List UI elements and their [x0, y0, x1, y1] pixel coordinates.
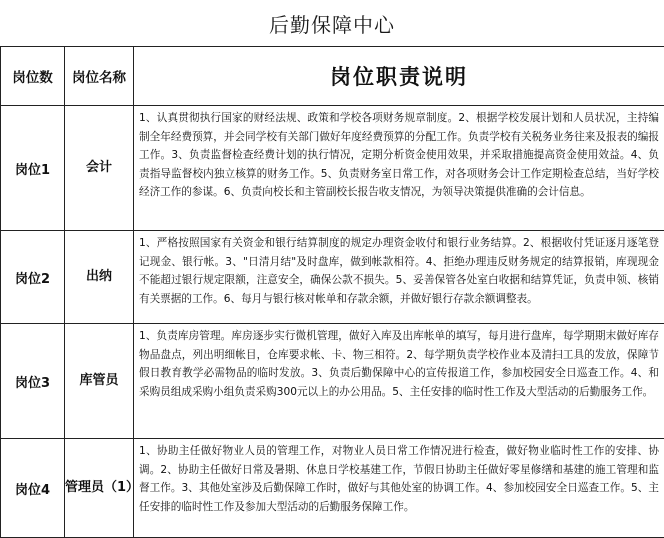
header-post-duties: 岗位职责说明 — [134, 47, 664, 106]
post-name-cell: 出纳 — [65, 231, 134, 324]
page-title: 后勤保障中心 — [0, 0, 664, 46]
post-number-cell: 岗位1 — [1, 106, 65, 231]
post-duties-cell: 1、认真贯彻执行国家的财经法规、政策和学校各项财务规章制度。2、根据学校发展计划和人员状况，主持编制全年经费预算，并会同学校有关部门做好年度经费预算的分配工作。负责学校有关税务业务往来及报表的编报工作。3、负责监督检查经费计划的执行情况，定期分析资金使用效果，并采取措施提高资金使用效益。4、负责指导监督校内独立核算的财务工作。5、负责财务室日常工作，对各项财务会计工作定期检查总结，当好学校经济工作的参谋。6、负责向校长和主管副校长报告收支情况，为领导决策提供准确的会计信息。 — [134, 106, 664, 231]
post-name-cell: 管理员（1） — [65, 439, 134, 538]
table-row — [1, 231, 664, 324]
header-post-name: 岗位名称 — [65, 47, 134, 106]
duty-table — [0, 46, 664, 538]
header-post-number: 岗位数 — [1, 47, 65, 106]
post-name-cell: 库管员 — [65, 324, 134, 439]
table-header-row — [1, 47, 664, 106]
table-row — [1, 439, 664, 538]
post-number-cell: 岗位3 — [1, 324, 65, 439]
post-number-cell: 岗位4 — [1, 439, 65, 538]
post-duties-cell: 1、协助主任做好物业人员的管理工作，对物业人员日常工作情况进行检查，做好物业临时性工作的安排、协调。2、协助主任做好日常及暑期、休息日学校基建工作，节假日协助主任做好零星修缮和基建的施工管理和监督工作。3、其他处室涉及后勤保障工作时，做好与其他处室的协调工作。4、参加校园安全日巡查工作。5、主任安排的临时性工作及参加大型活动的后勤服务保障工作。 — [134, 439, 664, 538]
post-number-cell: 岗位2 — [1, 231, 65, 324]
table-row — [1, 106, 664, 231]
post-name-cell: 会计 — [65, 106, 134, 231]
table-row — [1, 324, 664, 439]
post-duties-cell: 1、负责库房管理。库房逐步实行微机管理，做好入库及出库帐单的填写，每月进行盘库，每学期期末做好库存物品盘点，列出明细帐目，仓库要求帐、卡、物三相符。2、每学期负责学校作业本及清扫工具的发放，保障节假日教育教学必需物品的临时发放。3、负责后勤保障中心的宣传报道工作，参加校园安全日巡查工作。4、和采购员组成采购小组负责采购300元以上的办公用品。5、主任安排的临时性工作及大型活动的后勤服务工作。 — [134, 324, 664, 439]
post-duties-cell: 1、严格按照国家有关资金和银行结算制度的规定办理资金收付和银行业务结算。2、根据收付凭证逐月逐笔登记现金、银行帐。3、"日清月结"及时盘库，做到帐款相符。4、拒绝办理违反财务规定的结算报销，库现现金不能超过银行规定限额，注意安全，确保公款不损失。5、妥善保管各处室白收据和结算凭证，负责申领、核销有关票据的工作。6、每月与银行核对帐单和存款余额，并做好银行存款余额调整表。 — [134, 231, 664, 324]
